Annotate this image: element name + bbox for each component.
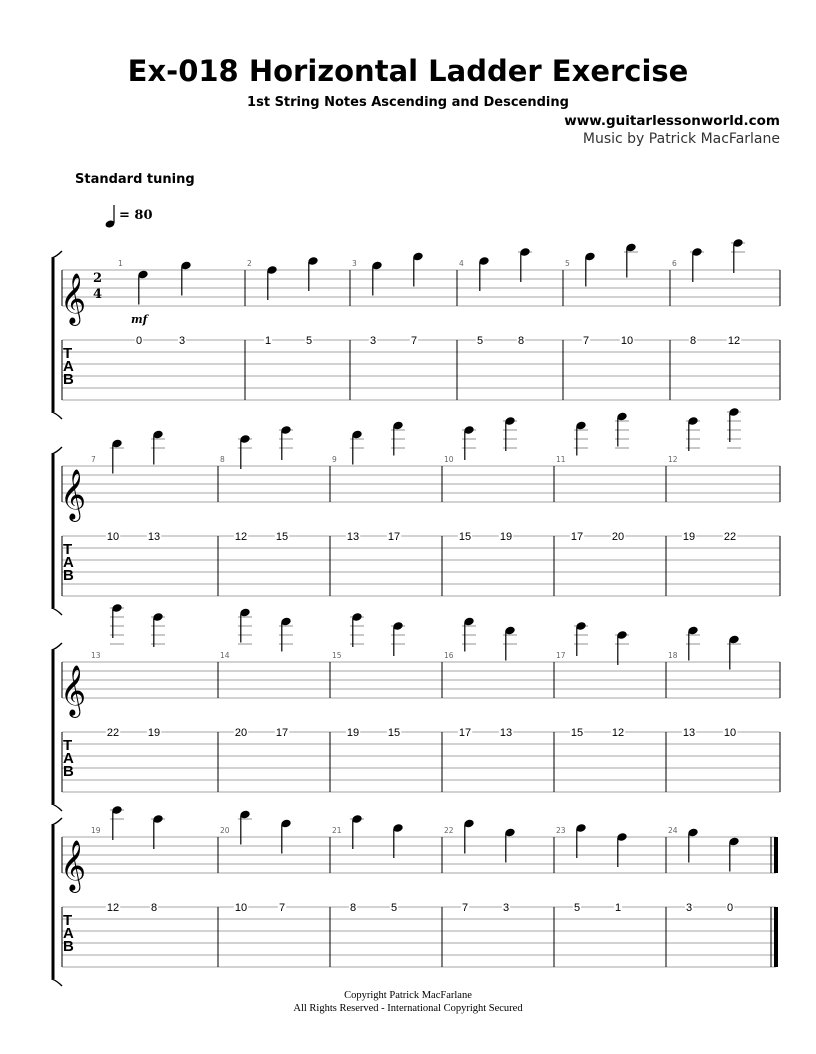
composer-credit: Music by Patrick MacFarlane <box>582 131 780 147</box>
fret-number: 10 <box>620 335 634 347</box>
page-title: Ex-018 Horizontal Ladder Exercise <box>127 54 689 88</box>
measure-number: 15 <box>332 651 342 660</box>
bracket-bottom-curl <box>52 412 63 419</box>
bracket-top-curl <box>52 447 63 454</box>
measure-number: 13 <box>91 651 101 660</box>
fret-number: 0 <box>726 902 734 914</box>
measure-number: 4 <box>459 259 464 268</box>
fret-number: 19 <box>682 531 696 543</box>
tab-letter: T <box>63 737 73 754</box>
fret-number: 17 <box>387 531 401 543</box>
time-signature-bottom: 4 <box>93 287 103 302</box>
treble-clef-icon: 𝄞 <box>60 665 87 716</box>
fret-number: 12 <box>234 531 248 543</box>
treble-clef-icon: 𝄞 <box>60 469 87 520</box>
tab-letter: A <box>63 358 74 375</box>
tab-letter: A <box>63 750 74 767</box>
fret-number: 10 <box>106 531 120 543</box>
fret-number: 20 <box>611 531 625 543</box>
fret-number: 13 <box>147 531 161 543</box>
measure-number: 2 <box>247 259 252 268</box>
fret-number: 13 <box>682 727 696 739</box>
fret-number: 17 <box>458 727 472 739</box>
measure-number: 12 <box>668 455 678 464</box>
measure-number: 11 <box>556 455 566 464</box>
fret-number: 12 <box>106 902 120 914</box>
fret-number: 7 <box>278 902 286 914</box>
bracket-bottom-curl <box>52 979 63 986</box>
tab-letter: B <box>63 763 74 780</box>
measure-number: 5 <box>565 259 570 268</box>
fret-number: 15 <box>570 727 584 739</box>
bracket-top-curl <box>52 818 63 825</box>
copyright-line-2: All Rights Reserved - International Copyright Secured <box>293 1003 523 1014</box>
fret-number: 15 <box>387 727 401 739</box>
website-link[interactable]: www.guitarlessonworld.com <box>564 113 780 129</box>
copyright-notice <box>0 989 816 1015</box>
measure-number: 7 <box>91 455 96 464</box>
tab-letter: B <box>63 371 74 388</box>
measure-number: 21 <box>332 826 342 835</box>
measure-number: 8 <box>220 455 225 464</box>
fret-number: 12 <box>611 727 625 739</box>
final-barline-thick <box>774 907 778 967</box>
tab-letter: B <box>63 567 74 584</box>
measure-number: 6 <box>672 259 677 268</box>
measure-number: 16 <box>444 651 454 660</box>
bracket-top-curl <box>52 251 63 258</box>
bracket-top-curl <box>52 643 63 650</box>
fret-number: 15 <box>275 531 289 543</box>
measure-number: 22 <box>444 826 454 835</box>
tab-letter: A <box>63 925 74 942</box>
fret-number: 17 <box>570 531 584 543</box>
fret-number: 7 <box>410 335 418 347</box>
staff-system <box>52 603 781 811</box>
fret-number: 7 <box>582 335 590 347</box>
measure-number: 20 <box>220 826 230 835</box>
fret-number: 15 <box>458 531 472 543</box>
fret-number: 10 <box>234 902 248 914</box>
measure-number: 3 <box>352 259 357 268</box>
fret-number: 3 <box>178 335 186 347</box>
measure-number: 14 <box>220 651 230 660</box>
fret-number: 8 <box>517 335 525 347</box>
measure-number: 19 <box>91 826 101 835</box>
bracket-bottom-curl <box>52 608 63 615</box>
fret-number: 22 <box>723 531 737 543</box>
measure-number: 1 <box>118 259 123 268</box>
fret-number: 13 <box>499 727 513 739</box>
fret-number: 3 <box>685 902 693 914</box>
fret-number: 17 <box>275 727 289 739</box>
measure-number: 10 <box>444 455 454 464</box>
fret-number: 3 <box>502 902 510 914</box>
staff-system <box>52 238 781 419</box>
fret-number: 8 <box>349 902 357 914</box>
fret-number: 8 <box>689 335 697 347</box>
time-signature-top: 2 <box>93 271 103 286</box>
fret-number: 7 <box>461 902 469 914</box>
page-subtitle: 1st String Notes Ascending and Descending <box>247 95 569 110</box>
treble-clef-icon: 𝄞 <box>60 840 87 891</box>
copyright-line-1: Copyright Patrick MacFarlane <box>344 990 472 1001</box>
fret-number: 5 <box>476 335 484 347</box>
tab-letter: A <box>63 554 74 571</box>
fret-number: 8 <box>150 902 158 914</box>
measure-number: 9 <box>332 455 337 464</box>
fret-number: 5 <box>390 902 398 914</box>
dynamic-marking: mf <box>131 313 148 326</box>
final-barline-thick <box>774 837 778 873</box>
staff-system <box>52 805 779 986</box>
measure-number: 18 <box>668 651 678 660</box>
tab-letter: T <box>63 912 73 929</box>
fret-number: 13 <box>346 531 360 543</box>
fret-number: 19 <box>346 727 360 739</box>
measure-number: 24 <box>668 826 678 835</box>
fret-number: 22 <box>106 727 120 739</box>
fret-number: 0 <box>135 335 143 347</box>
fret-number: 5 <box>305 335 313 347</box>
fret-number: 5 <box>573 902 581 914</box>
fret-number: 3 <box>369 335 377 347</box>
tempo-value: = 80 <box>119 208 153 223</box>
tab-letter: B <box>63 938 74 955</box>
fret-number: 1 <box>614 902 622 914</box>
tab-letter: T <box>63 541 73 558</box>
fret-number: 10 <box>723 727 737 739</box>
tuning-label: Standard tuning <box>75 172 195 187</box>
tab-letter: T <box>63 345 73 362</box>
treble-clef-icon: 𝄞 <box>60 273 87 324</box>
measure-number: 17 <box>556 651 566 660</box>
fret-number: 20 <box>234 727 248 739</box>
fret-number: 19 <box>499 531 513 543</box>
fret-number: 1 <box>264 335 272 347</box>
bracket-bottom-curl <box>52 804 63 811</box>
fret-number: 19 <box>147 727 161 739</box>
measure-number: 23 <box>556 826 566 835</box>
fret-number: 12 <box>727 335 741 347</box>
staff-system <box>52 407 781 615</box>
